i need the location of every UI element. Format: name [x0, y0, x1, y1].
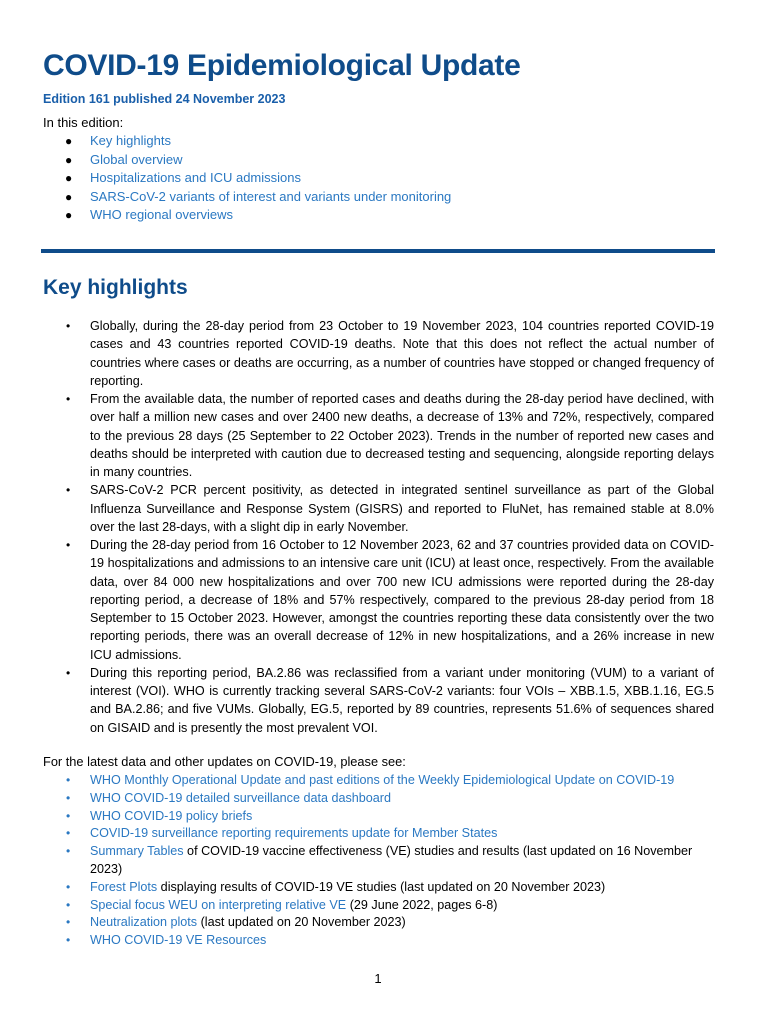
resource-link-neutralization-plots[interactable]: Neutralization plots — [90, 915, 198, 930]
bullet-icon: ● — [65, 171, 73, 186]
highlight-item: • SARS-CoV-2 PCR percent positivity, as detected in integrated sentinel surveillance as part of the Global Influenza Surveillance and Response System (GISRS) and reported to FluNet, has remained stable at 8.0% over the last 28-days, with a slight dip in early November. — [0, 481, 714, 536]
toc-link-global-overview[interactable]: Global overview — [90, 151, 183, 167]
resource-link-policy-briefs[interactable]: WHO COVID-19 policy briefs — [90, 808, 253, 823]
resource-item — [0, 897, 714, 915]
highlight-item: • From the available data, the number of reported cases and deaths during the 28-day period have declined, with over half a million new cases and over 2400 new deaths, a decrease of 13% and 72%, respectively, compared to the previous 28 days (25 September to 22 October 2023). Trends in the number of reported new cases and deaths should be interpreted with caution due to decreased testing and sequencing, alongside reporting delays in many countries. — [0, 390, 714, 481]
resource-link-ve-resources[interactable]: WHO COVID-19 VE Resources — [90, 933, 267, 948]
page-number: 1 — [374, 971, 382, 986]
resource-item — [0, 790, 714, 808]
toc-link-key-highlights[interactable]: Key highlights — [90, 133, 171, 148]
key-highlights-heading: Key highlights — [43, 276, 188, 299]
highlight-item: • During this reporting period, BA.2.86 was reclassified from a variant under monitoring (VUM) to a variant of interest (VOI). WHO is currently tracking several SARS-CoV-2 variants: four VOIs – XBB.1.5, XBB.1.16, EG.5 and BA.2.86; and five VUMs. Globally, EG.5, reported by 89 countries, represents 51.6% of sequences shared on GISAID and is presently the most prevalent VOI. — [0, 664, 714, 737]
toc-link-regional-overviews[interactable]: WHO regional overviews — [90, 207, 234, 223]
resource-item — [0, 914, 714, 932]
bullet-icon: ● — [65, 189, 73, 204]
resources-intro: For the latest data and other updates on COVID-19, please see: — [43, 754, 406, 769]
resource-item — [0, 932, 714, 950]
resource-item — [0, 808, 714, 826]
resource-link-forest-plots[interactable]: Forest Plots — [90, 879, 158, 894]
bullet-icon: ● — [65, 208, 73, 223]
highlight-item: • Globally, during the 28-day period from 23 October to 19 November 2023, 104 countries reported COVID-19 cases and 43 countries reported COVID-19 deaths. Note that this does not reflect the actual number of countries where cases or deaths are occurring, as a number of countries have stopped or changed frequency of reporting. — [0, 317, 714, 390]
resource-link-reporting-requirements[interactable]: COVID-19 surveillance reporting requirements update for Member States — [90, 826, 498, 841]
toc-link-hospitalizations[interactable]: Hospitalizations and ICU admissions — [90, 170, 301, 186]
key-highlights-list — [0, 317, 768, 737]
resource-link-summary-tables[interactable]: Summary Tables — [90, 844, 184, 859]
edition-line: Edition 161 published 24 November 2023 — [43, 92, 286, 106]
resource-item — [0, 772, 714, 790]
resource-link-surveillance-dashboard[interactable]: WHO COVID-19 detailed surveillance data dashboard — [90, 790, 392, 805]
resource-note: (last updated on 20 November 2023) — [197, 915, 406, 930]
resource-note: (29 June 2022, pages 6-8) — [346, 897, 498, 912]
bullet-icon: ● — [65, 134, 73, 148]
resource-item — [0, 843, 714, 879]
toc-intro: In this edition: — [43, 115, 124, 130]
highlight-item: • During the 28-day period from 16 October to 12 November 2023, 62 and 37 countries provided data on COVID-19 hospitalizations and admissions to an intensive care unit (ICU) at least once, respectively. From the available data, over 84 000 new hospitalizations and over 700 new ICU admissions were reported during the 28-day reporting period, a decrease of 18% and 57% respectively, compared to the previous 28-day period from 18 September to 15 October 2023. However, amongst the countries reporting these data consistently over the two reporting periods, there was an overall decrease of 12% in new hospitalizations, and a 26% increase in new ICU admissions. — [0, 536, 714, 664]
section-divider — [41, 249, 715, 253]
document-title: COVID-19 Epidemiological Update — [43, 49, 521, 82]
resource-note: of COVID-19 vaccine effectiveness (VE) studies and results (last updated on 16 November 2023) — [90, 844, 693, 876]
toc-link-variants[interactable]: SARS-CoV-2 variants of interest and variants under monitoring — [90, 188, 452, 204]
resource-links-list — [0, 772, 768, 950]
resource-item — [0, 879, 714, 897]
resource-link-operational-update[interactable]: WHO Monthly Operational Update and past editions of the Weekly Epidemiological Update on COVID-19 — [90, 773, 675, 787]
bullet-icon: ● — [65, 152, 73, 167]
resource-note: displaying results of COVID-19 VE studies (last updated on 20 November 2023) — [157, 879, 606, 894]
resource-item — [0, 825, 714, 843]
resource-link-special-focus-weu[interactable]: Special focus WEU on interpreting relative VE — [90, 897, 347, 912]
